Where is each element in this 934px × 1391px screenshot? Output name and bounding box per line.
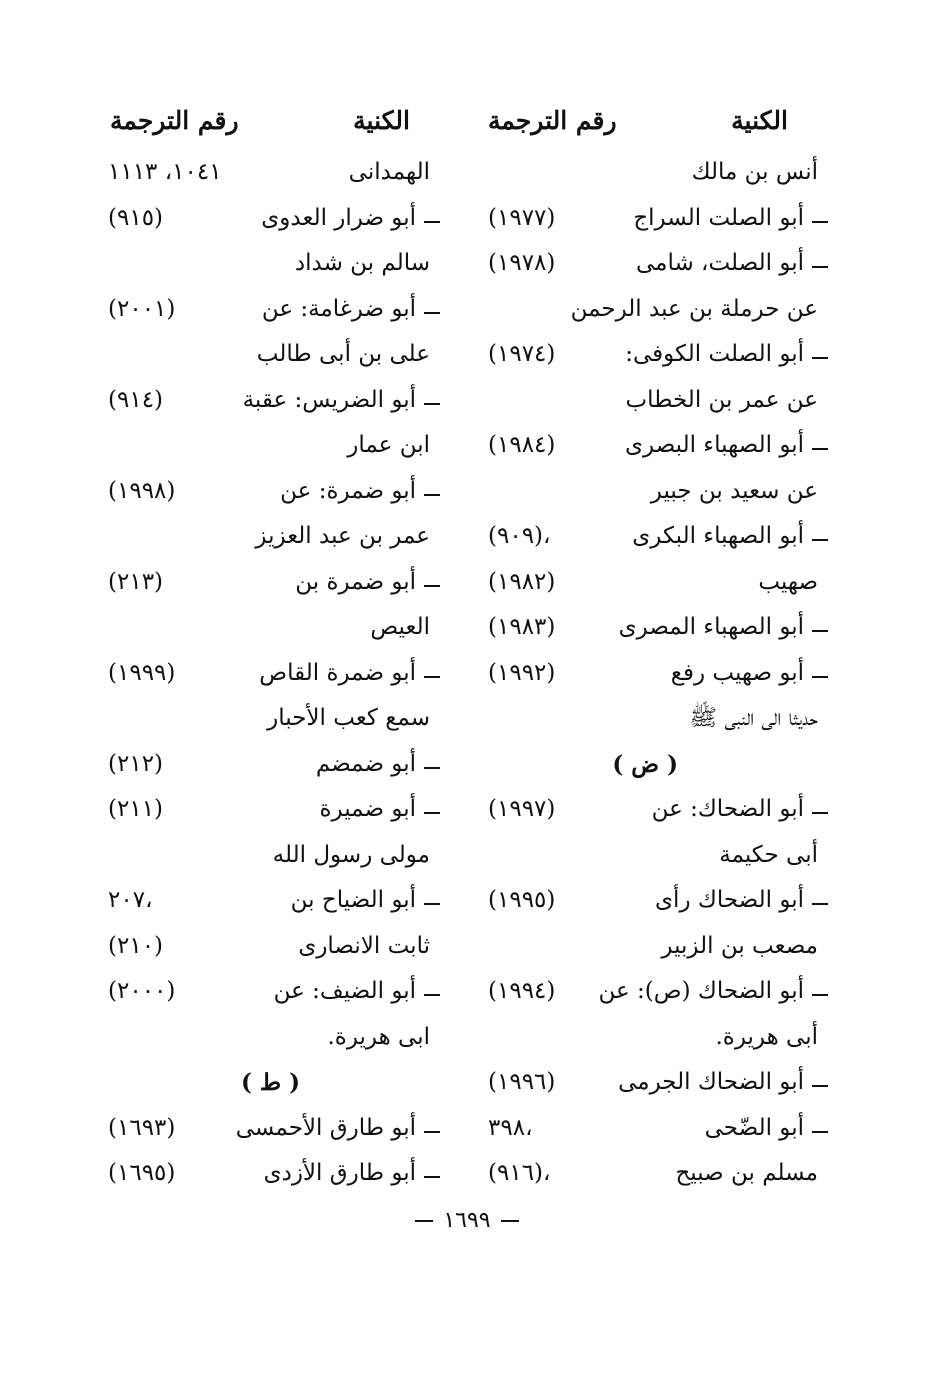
left-entries [100,150,440,1197]
index-entry [488,1060,828,1106]
index-entry [488,332,828,378]
index-entry [100,1106,440,1152]
kunya-name: حديثا الى النبى ﷺ [689,705,818,731]
kunya-name: ابن عمار [347,432,430,458]
index-entry [488,696,828,742]
entry-number: (١٦٩٣) [108,1114,176,1141]
footer-dash [415,1220,433,1222]
kunya-name: ثابت الانصارى [298,932,430,959]
index-entry [100,423,440,469]
kunya-name: أبو ضرغامة: عن [261,295,416,322]
kunya-name: أبو ضمرة: عن [280,477,416,504]
index-entry [100,924,440,970]
kunya-name: أبو ضميرة [319,796,416,822]
kunya-name: عن سعيد بن جبير [650,477,818,504]
kunya-name: أبو الصهباء البصرى [625,432,804,458]
kunya-name: على بن أبى طالب [256,341,430,367]
kunya-name: سمع كعب الأحبار [267,705,430,731]
kunya-name: أبو صهيب رفع [670,659,804,686]
index-entry [488,378,828,424]
index-entry [488,423,828,469]
kunya-name: أبو الصهباء البكرى [632,523,804,549]
entry-number: (٢٠٠١) [108,295,176,322]
entry-number-header: رقم الترجمة [488,106,617,135]
index-entry [488,1106,828,1152]
kunya-name: أبو ضمرة القاص [259,659,416,686]
index-entry [488,514,828,560]
left-column [100,106,440,1197]
entry-number: (٩١٦)، [488,1160,551,1186]
kunya-name: أبو الصلت، شامى [635,250,804,276]
kunya-name: عن عمر بن الخطاب [625,386,818,413]
entry-number: (١٩٩٨) [108,477,176,504]
page-number: ١٦٩٩ [443,1208,491,1233]
index-entry [100,878,440,924]
entry-number: (٢٠٠٠) [108,978,176,1004]
entry-number: (١٩٩٩) [108,659,176,686]
kunya-name: عن حرملة بن عبد الرحمن [570,295,818,322]
index-entry [100,605,440,651]
index-entry [488,833,828,879]
right-column [488,106,828,1197]
kunya-name: أبو ضمضم [315,750,416,777]
kunya-name: مولى رسول الله [272,841,430,868]
kunya-name: أبو الضياح بن [290,887,416,913]
entry-number: (٢١٣) [108,568,164,595]
kunya-name: أبو طارق الأحمسى [235,1114,416,1141]
right-entries [488,150,828,1197]
kunya-name: أبو ضرار العدوى [261,204,416,231]
index-entry [100,651,440,697]
index-entry [100,150,440,196]
entry-number: (١٩٩٦) [488,1069,556,1095]
entry-number: ٣٩٨، [488,1114,533,1141]
kunya-name: أبو طارق الأزدى [263,1160,416,1186]
kunya-header: الكنية [353,106,410,135]
left-column-header [100,106,440,150]
entry-number: (٢١٠) [108,932,164,959]
entry-number: (٢١١) [108,796,164,822]
index-entry [100,514,440,560]
index-entry [100,378,440,424]
kunya-name: عمر بن عبد العزيز [255,523,430,549]
entry-number: (٩١٥) [108,204,164,231]
index-entry [488,787,828,833]
index-entry [100,560,440,606]
entry-number: (٩١٤) [108,386,164,413]
section-heading [488,742,828,788]
entry-number: (٢١٢) [108,750,164,777]
kunya-name: ابى هريرة. [327,1023,430,1050]
index-entry [488,651,828,697]
index-entry [100,787,440,833]
entry-number: (١٩٧٧) [488,204,556,231]
footer-dash [501,1220,519,1222]
entry-number: ١٠٤١، ١١١٣ [108,159,222,185]
section-heading [100,1060,440,1106]
index-entry [100,241,440,287]
kunya-name: أبو الضيف: عن [273,978,416,1004]
index-entry [488,560,828,606]
kunya-name: العيص [370,614,430,640]
kunya-name: أبى حكيمة [719,841,818,868]
kunya-header: الكنية [731,106,788,135]
index-entry [100,1151,440,1197]
index-entry [488,241,828,287]
entry-number: (١٦٩٥) [108,1160,176,1186]
index-entry [100,196,440,242]
kunya-name: أبو الضّحى [704,1114,804,1141]
index-entry [488,878,828,924]
index-entry [488,196,828,242]
index-entry [100,287,440,333]
entry-number: (١٩٨٢) [488,568,556,595]
kunya-name: أبو الضحاك الجرمى [618,1069,804,1095]
kunya-name: أبى هريرة. [715,1023,818,1050]
section-letter: ( ض ) [612,750,678,778]
index-entry [100,742,440,788]
index-entry [100,332,440,378]
page-footer [0,1208,934,1233]
kunya-name: أبو الصلت السراج [633,204,804,231]
index-entry [100,1015,440,1061]
kunya-name: سالم بن شداد [294,250,430,276]
kunya-name: أبو الصهباء المصرى [618,614,804,640]
index-entry [488,150,828,196]
kunya-name: أبو الضحاك: عن [651,796,804,822]
entry-number: (١٩٨٣) [488,614,556,640]
index-entry [100,696,440,742]
kunya-name: أبو الضحاك رأى [655,887,804,913]
kunya-name: أبو ضمرة بن [295,568,416,595]
entry-number: (١٩٩٧) [488,796,556,822]
kunya-name: مسلم بن صبيح [675,1160,818,1186]
index-entry [488,1015,828,1061]
index-entry [488,605,828,651]
kunya-name: صهيب [758,568,818,595]
index-entry [100,469,440,515]
right-column-header [488,106,828,150]
kunya-name: الهمدانى [348,159,430,185]
kunya-name: أبو الضحاك (ص): عن [598,978,804,1004]
index-entry [488,287,828,333]
entry-number: (١٩٩٤) [488,978,556,1004]
index-entry [100,969,440,1015]
entry-number: (١٩٩٥) [488,887,556,913]
entry-number-header: رقم الترجمة [110,106,239,135]
kunya-name: أنس بن مالك [691,159,818,185]
entry-number: ٢٠٧، [108,887,153,913]
entry-number: (١٩٩٢) [488,659,556,686]
index-entry [488,469,828,515]
entry-number: (٩٠٩)، [488,523,551,549]
kunya-name: أبو الضريس: عقبة [242,386,416,413]
index-entry [100,833,440,879]
kunya-name: أبو الصلت الكوفى: [625,341,804,367]
index-entry [488,1151,828,1197]
entry-number: (١٩٨٤) [488,432,556,458]
index-entry [488,969,828,1015]
index-entry [488,924,828,970]
kunya-name: مصعب بن الزبير [661,932,818,959]
entry-number: (١٩٧٨) [488,250,556,276]
entry-number: (١٩٧٤) [488,341,556,367]
section-letter: ( ط ) [240,1069,300,1096]
